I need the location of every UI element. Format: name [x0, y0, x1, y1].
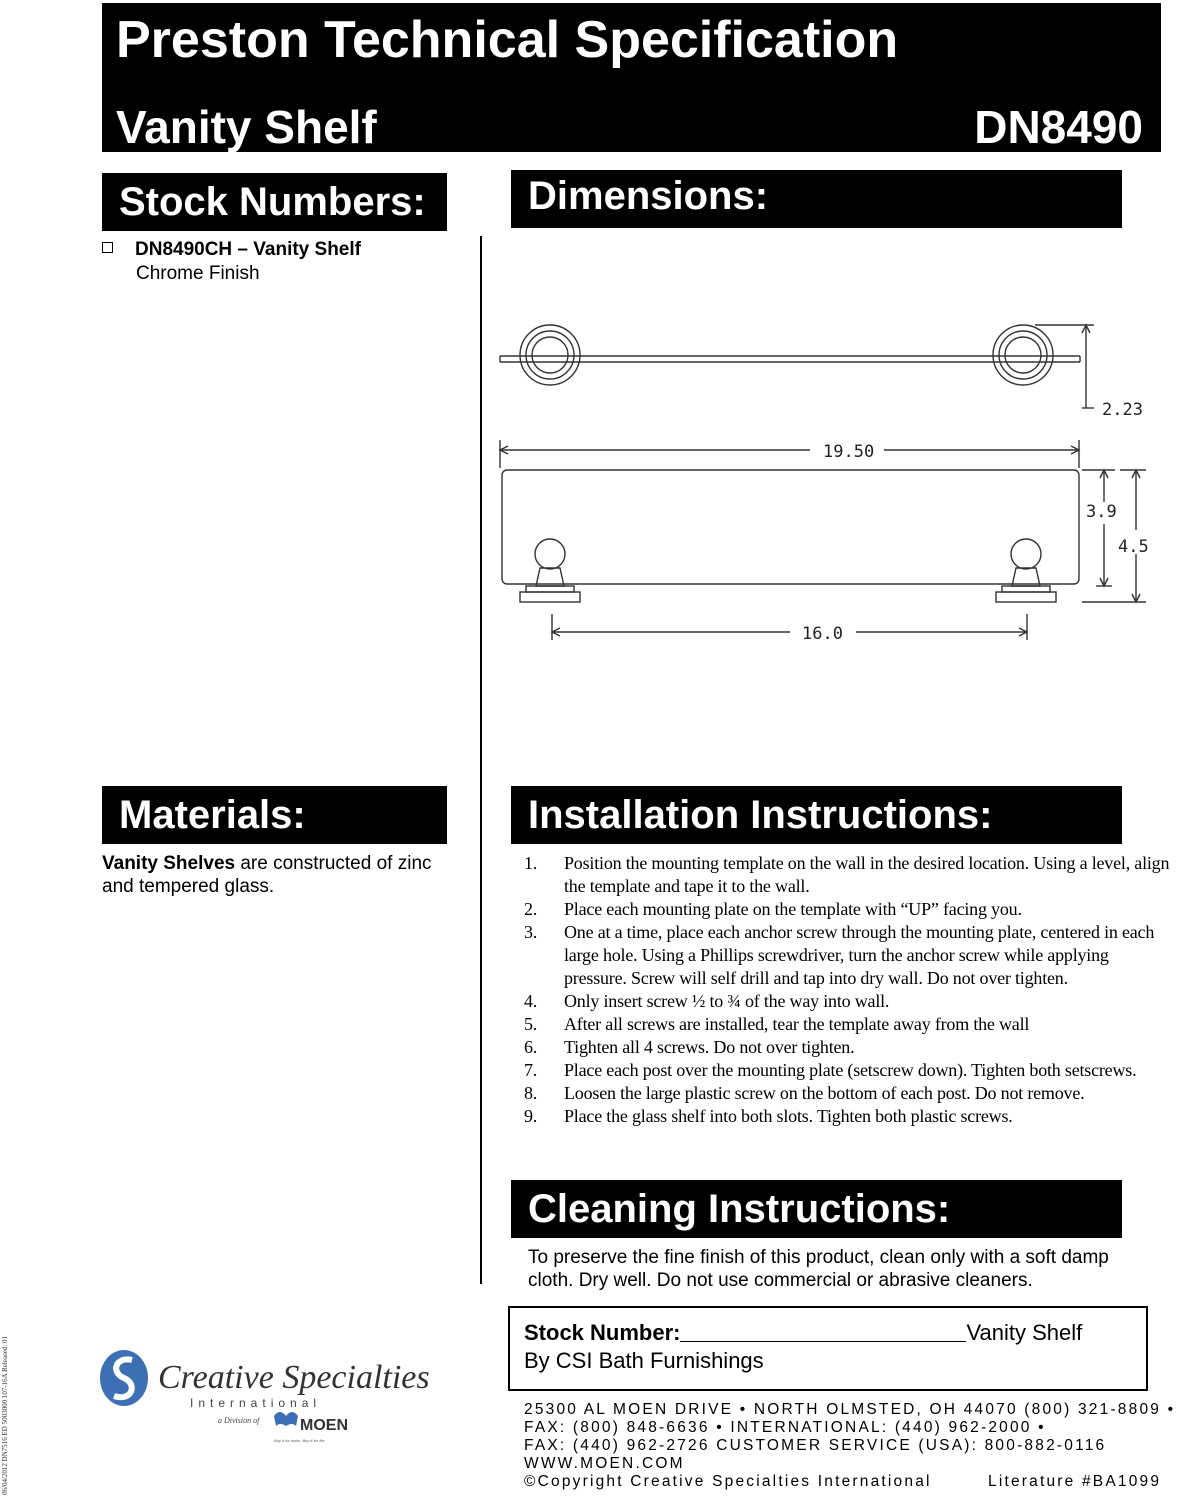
materials-text: [102, 852, 432, 898]
stock-box-row: [524, 1320, 1082, 1346]
installation-step: [524, 921, 1174, 990]
dim-height-outer-label: 4.5: [1118, 537, 1149, 557]
step-text: Loosen the large plastic screw on the bottom of each post. Do not remove.: [564, 1083, 1085, 1103]
front-view: [500, 440, 1146, 640]
footer-copyright-row: [524, 1473, 1175, 1491]
materials-body: are constructed of zinc and tempered glass.: [102, 853, 432, 897]
dim-height-inner-label: 3.9: [1086, 502, 1117, 522]
stock-number-box: [508, 1306, 1148, 1391]
footer-address-line3: FAX: (440) 962-2726 CUSTOMER SERVICE (USA): 800-882-0116: [524, 1437, 1107, 1454]
step-text: Only insert screw ½ to ¾ of the way into wall.: [564, 991, 890, 1011]
stock-box-label: Stock Number:: [524, 1320, 681, 1345]
moen-mark-icon: [274, 1412, 298, 1426]
stock-box-product: Vanity Shelf: [966, 1320, 1083, 1345]
stock-number-blank-line: [680, 1321, 966, 1342]
installation-step: [524, 898, 1174, 921]
installation-step: [524, 990, 1174, 1013]
footer-website: WWW.MOEN.COM: [524, 1455, 685, 1472]
installation-steps: [524, 852, 1174, 1128]
step-number: 4.: [524, 991, 538, 1011]
logo-sub-text: International: [190, 1396, 322, 1410]
dim-depth-label: 2.23: [1102, 400, 1143, 420]
creative-specialties-logo: [96, 1346, 430, 1456]
step-text: After all screws are installed, tear the template away from the wall: [564, 1014, 1030, 1034]
model-number: DN8490: [974, 101, 1143, 153]
column-divider: [480, 236, 482, 1284]
step-text: Position the mounting template on the wall in the desired location. Using a level, align the template and tape it to the wall.: [564, 853, 1170, 896]
stock-numbers-heading: Stock Numbers:: [102, 173, 447, 231]
logo-tagline: Buy it for looks. Buy it for life.: [274, 1438, 326, 1443]
footer-copyright: ©Copyright Creative Specialties International: [524, 1473, 932, 1490]
installation-step: [524, 1082, 1174, 1105]
footer: [524, 1401, 1175, 1491]
step-text: Place each mounting plate on the template with “UP” facing you.: [564, 899, 1022, 919]
dimensions-drawing: [490, 318, 1170, 648]
step-number: 8.: [524, 1083, 538, 1103]
step-number: 7.: [524, 1060, 538, 1080]
logo-division-text: a Division of: [218, 1416, 260, 1425]
stock-item-code: DN8490CH – Vanity Shelf: [135, 239, 361, 260]
step-text: One at a time, place each anchor screw through the mounting plate, centered in each large hole. Using a Phillips screwdriver, turn the anchor screw while applying pressure. Screw will self drill and tap into dry wall. Do not over tighten.: [564, 922, 1155, 988]
product-name: Vanity Shelf: [116, 101, 377, 153]
dimensions-heading: Dimensions:: [511, 170, 1122, 228]
step-text: Place each post over the mounting plate (setscrew down). Tighten both setscrews.: [564, 1060, 1137, 1080]
cleaning-text: To preserve the fine finish of this product, clean only with a soft damp cloth. Dry well. Do not use commercial or abrasive cleaners.: [528, 1247, 1109, 1291]
stock-item: [102, 238, 361, 262]
materials-lead: Vanity Shelves: [102, 853, 236, 874]
step-number: 9.: [524, 1106, 538, 1126]
installation-step: [524, 1105, 1174, 1128]
step-number: 6.: [524, 1037, 538, 1057]
installation-step: [524, 852, 1174, 898]
stock-box-brand: By CSI Bath Furnishings: [524, 1348, 764, 1373]
literature-number: Literature #BA1099: [988, 1473, 1162, 1490]
title-bar: [102, 3, 1161, 152]
stock-item-finish: Chrome Finish: [136, 263, 260, 284]
side-note: 06/04/2012 DN7516 ED 5003000 107-16A Released: 01: [1, 1335, 9, 1495]
footer-address-line2: FAX: (800) 848-6636 • INTERNATIONAL: (440) 962-2000 •: [524, 1419, 1046, 1436]
installation-heading: Installation Instructions:: [511, 786, 1122, 844]
document-title: Preston Technical Specification: [116, 11, 899, 69]
dim-width-label: 19.50: [823, 442, 875, 462]
installation-step: [524, 1036, 1174, 1059]
footer-address-line1: 25300 AL MOEN DRIVE • NORTH OLMSTED, OH 44070 (800) 321-8809 •: [524, 1401, 1176, 1418]
logo-parent-text: MOEN: [300, 1417, 348, 1434]
installation-step: [524, 1013, 1174, 1036]
step-number: 5.: [524, 1014, 538, 1034]
step-number: 2.: [524, 899, 538, 919]
step-number: 1.: [524, 853, 538, 873]
dim-post-spacing-label: 16.0: [802, 624, 843, 644]
logo-brand-text: Creative Specialties: [158, 1359, 430, 1396]
cleaning-heading: Cleaning Instructions:: [511, 1180, 1122, 1238]
step-text: Place the glass shelf into both slots. Tighten both plastic screws.: [564, 1106, 1013, 1126]
step-text: Tighten all 4 screws. Do not over tighten.: [564, 1037, 855, 1057]
checkbox-bullet-icon: [102, 242, 113, 253]
top-view: [500, 325, 1094, 408]
installation-step: [524, 1059, 1174, 1082]
materials-heading: Materials:: [102, 786, 447, 844]
step-number: 3.: [524, 922, 538, 942]
